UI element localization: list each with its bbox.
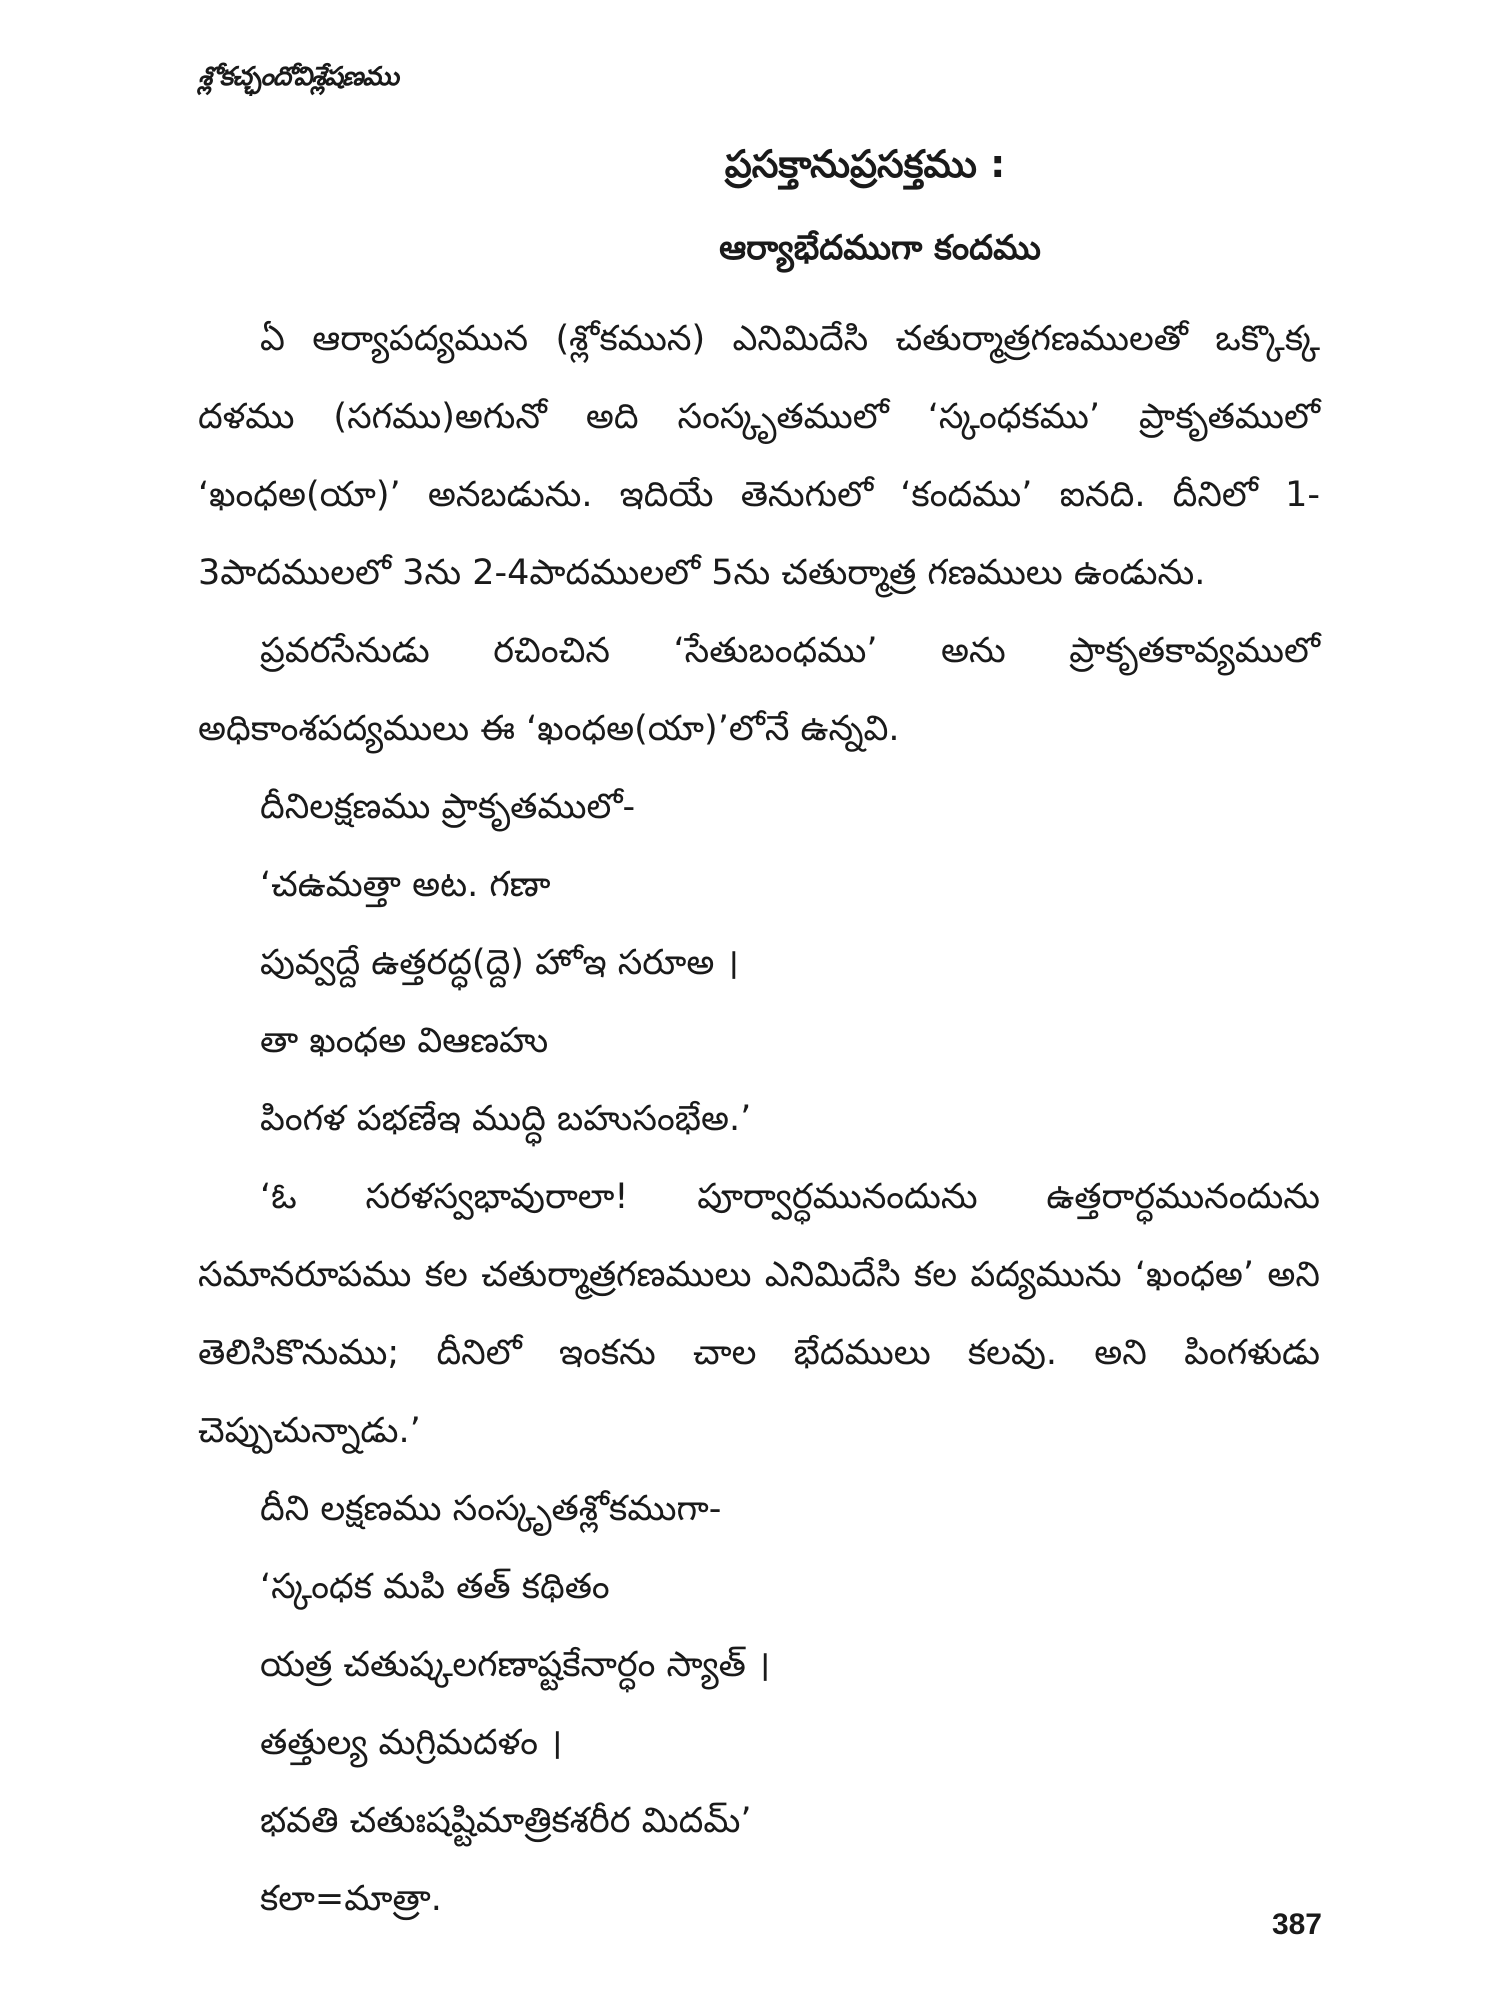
sanskrit-verse-line: భవతి చతుఃషష్టిమాత్రికశరీర మిదమ్’: [260, 1801, 752, 1841]
prakrit-verse-line: తా ఖంధఅ విఆణహు: [260, 1021, 549, 1061]
sanskrit-verse-line: ‘స్కంధక మపి తత్ కథితం: [260, 1567, 610, 1607]
running-head: శ్లోకచ్ఛందోవిశ్లేషణము: [198, 62, 399, 92]
prakrit-verse-line: ‘చఉమత్తా అట. గణా: [260, 865, 551, 905]
prakrit-intro: దీనిలక్షణము ప్రాకృతములో-: [260, 787, 636, 827]
page-number: 387: [1271, 1908, 1322, 1941]
paragraph-translation: ‘ఓ సరళస్వభావురాలా! పూర్వార్ధమునందును ఉత్తరార్ధమునందును సమానరూపము కల చతుర్మాత్రగణములు ఎనిమిదేసి కల పద్యమును ‘ఖంధఅ’ అని తెలిసికొనుము; దీనిలో ఇంకను చాల భేదములు కలవు. అని పింగళుడు చెప్పుచున్నాడు.’: [198, 1177, 1320, 1451]
body-text: [198, 300, 1320, 1938]
sanskrit-verse-line: తత్తుల్య మగ్రిమదళం ।: [260, 1723, 563, 1763]
section-subheading: ఆర్యాభేదముగా కందము: [719, 228, 1041, 268]
paragraph-skandhaka: ఏ ఆర్యాపద్యమున (శ్లోకమున) ఎనిమిదేసి చతుర్మాత్రగణములతో ఒక్కొక్క దళము (సగము)అగునో అది సంస్కృతములో ‘స్కంధకము’ ప్రాకృతములో ‘ఖంధఅ(యా)’ అనబడును. ఇదియే తెనుగులో ‘కందము’ ఐనది. దీనిలో 1-3పాదములలో 3ను 2-4పాదములలో 5ను చతుర్మాత్ర గణములు ఉండును.: [198, 319, 1320, 593]
sanskrit-verse-line: యత్ర చతుష్కలగణాష్టకేనార్ధం స్యాత్ ।: [260, 1645, 771, 1685]
prakrit-verse-line: పువ్వద్దే ఉత్తరద్ధ(ద్దె) హోఇ సరూఅ ।: [260, 943, 739, 983]
section-heading: ప్రసక్తానుప్రసక్తము :: [724, 142, 1006, 186]
prakrit-verse-line: పింగళ పభణేఇ ముద్ధి బహుసంభేఅ.’: [260, 1099, 752, 1139]
paragraph-setubandha: ప్రవరసేనుడు రచించిన ‘సేతుబంధము’ అను ప్రాకృతకావ్యములో అధికాంశపద్యములు ఈ ‘ఖంధఅ(యా)’లోనే ఉన్నవి.: [198, 631, 1320, 749]
gloss-line: కలా=మాత్రా.: [260, 1879, 442, 1919]
sanskrit-intro: దీని లక్షణము సంస్కృతశ్లోకముగా-: [260, 1489, 722, 1529]
